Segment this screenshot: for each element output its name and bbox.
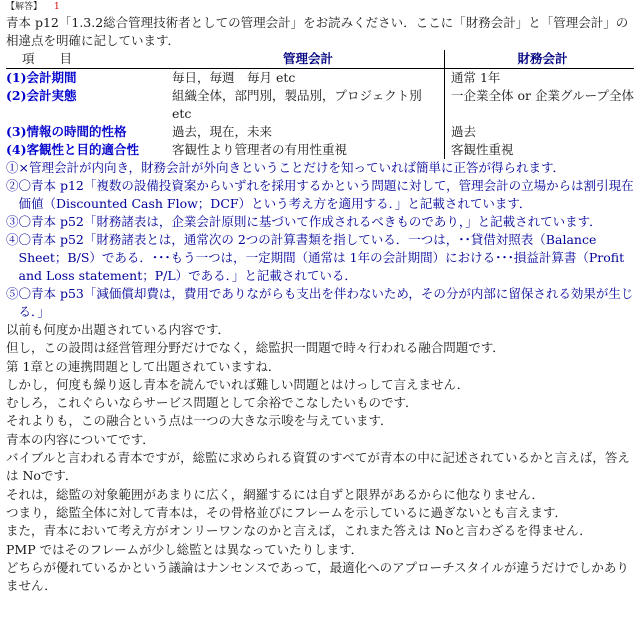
financial-cell: 通常 1年 [451, 70, 501, 85]
financial-cell: 客観性重視 [451, 142, 514, 157]
row-label: (1)会計期間 [6, 70, 77, 85]
commentary-line: バイブルと言われる青本ですが，総監に求められる資質のすべてが青本の中に記述されているかと言えば，答えは Noです． [6, 450, 630, 484]
col-item-header: 項 目 [6, 50, 172, 69]
commentary-line: PMP ではそのフレームが少し総監とは異なっていたりします． [6, 541, 364, 557]
commentary-line: 以前も何度か出題されている内容です． [6, 322, 231, 337]
col-management-header: 管理会計 [172, 50, 445, 69]
management-cell: 過去，現在，未来 [172, 123, 445, 141]
commentary-line: 第 1章との連携問題として出題されていますね． [6, 358, 281, 374]
table-header-row [6, 50, 634, 69]
choice-note-1: ①×管理会計が内向き，財務会計が外向きということだけを知っていれば簡単に正答が得られます． [6, 160, 565, 175]
table-row [6, 141, 634, 159]
commentary-line: 青本の内容についてです． [6, 431, 155, 447]
commentary-line: しかし，何度も繰り返し青本を読んでいれば難しい問題とはけっして言えません． [6, 376, 470, 392]
commentary-line: それは，総監の対象範囲があまりに広く，網羅するには自ずと限界があるからに他なりません． [6, 486, 545, 502]
choice-note-4: ④〇青本 p52「財務諸表とは，通常次の 2つの計算書類を指している．一つは，･･貸借対照表（Balance Sheet；B/S）である．･･･もう一つは，一定期間（通常は 1年の会計期間）における･･･損益計算書（Profit and Loss statement；P/L）である．」と記載されている． [6, 232, 625, 283]
commentary-line: それよりも，この融合という点は一つの大きな示唆を与えています． [6, 413, 393, 429]
answer-tag: 【解答】 [6, 2, 43, 12]
financial-cell: 一企業全体 or 企業グループ全体 [451, 88, 634, 103]
commentary-line: むしろ，これぐらいならサービス問題として余裕でこなしたいものです． [6, 395, 418, 411]
management-cell: 客観性より管理者の有用性重視 [172, 141, 445, 159]
intro-paragraph: 青本 p12「1.3.2総合管理技術者としての管理会計」をお読みください．ここに「財務会計」と「管理会計」の相違点を明確に記しています． [6, 15, 629, 48]
choice-note-5: ⑤〇青本 p53「減価償却費は，費用でありながらも支出を伴わないため，その分が内部に留保される効果が生じる．」 [6, 286, 634, 319]
choice-notes [6, 159, 634, 321]
choice-note-2: ②〇青本 p12「複数の設備投資案からいずれを採用するかという問題に対して，管理会計の立場からは割引現在価値（Discounted Cash Flow；DCF）という考え方を適用する．」と記載されています． [6, 178, 634, 211]
col-financial-header: 財務会計 [445, 50, 635, 69]
comparison-table [6, 50, 634, 159]
table-row [6, 69, 634, 88]
row-label: (3)情報の時間的性格 [6, 124, 127, 139]
commentary-line: 但し，この設問は経営管理分野だけでなく，総監択一問題で時々行われる融合問題です． [6, 340, 505, 356]
commentary-line: どちらが優れているかという議論はナンセンスであって，最適化へのアプローチスタイルが違うだけでしかありません． [6, 559, 629, 594]
answer-number: 1 [54, 2, 60, 12]
financial-cell: 過去 [451, 124, 477, 139]
commentary-line: つまり，総監全体に対して青本は，その骨格並びにフレームを示しているに過ぎないとも言えます． [6, 504, 568, 520]
choice-note-3: ③〇青本 p52「財務諸表は，企業会計原則に基づいて作成されるべきものであり，」と記載されています． [6, 214, 602, 229]
row-label: (4)客観性と目的適合性 [6, 142, 140, 157]
management-cell: 組織全体，部門別，製品別，プロジェクト別 etc [172, 87, 445, 123]
table-row [6, 87, 634, 123]
answer-header [6, 0, 634, 14]
row-label: (2)会計実態 [6, 88, 77, 103]
management-cell: 毎日，毎週 毎月 etc [172, 69, 445, 88]
commentary-line: また，青本において考え方がオンリーワンなのかと言えば，これまた答えは Noと言わざるを得ません． [6, 523, 592, 539]
table-row [6, 123, 634, 141]
commentary [6, 321, 634, 595]
